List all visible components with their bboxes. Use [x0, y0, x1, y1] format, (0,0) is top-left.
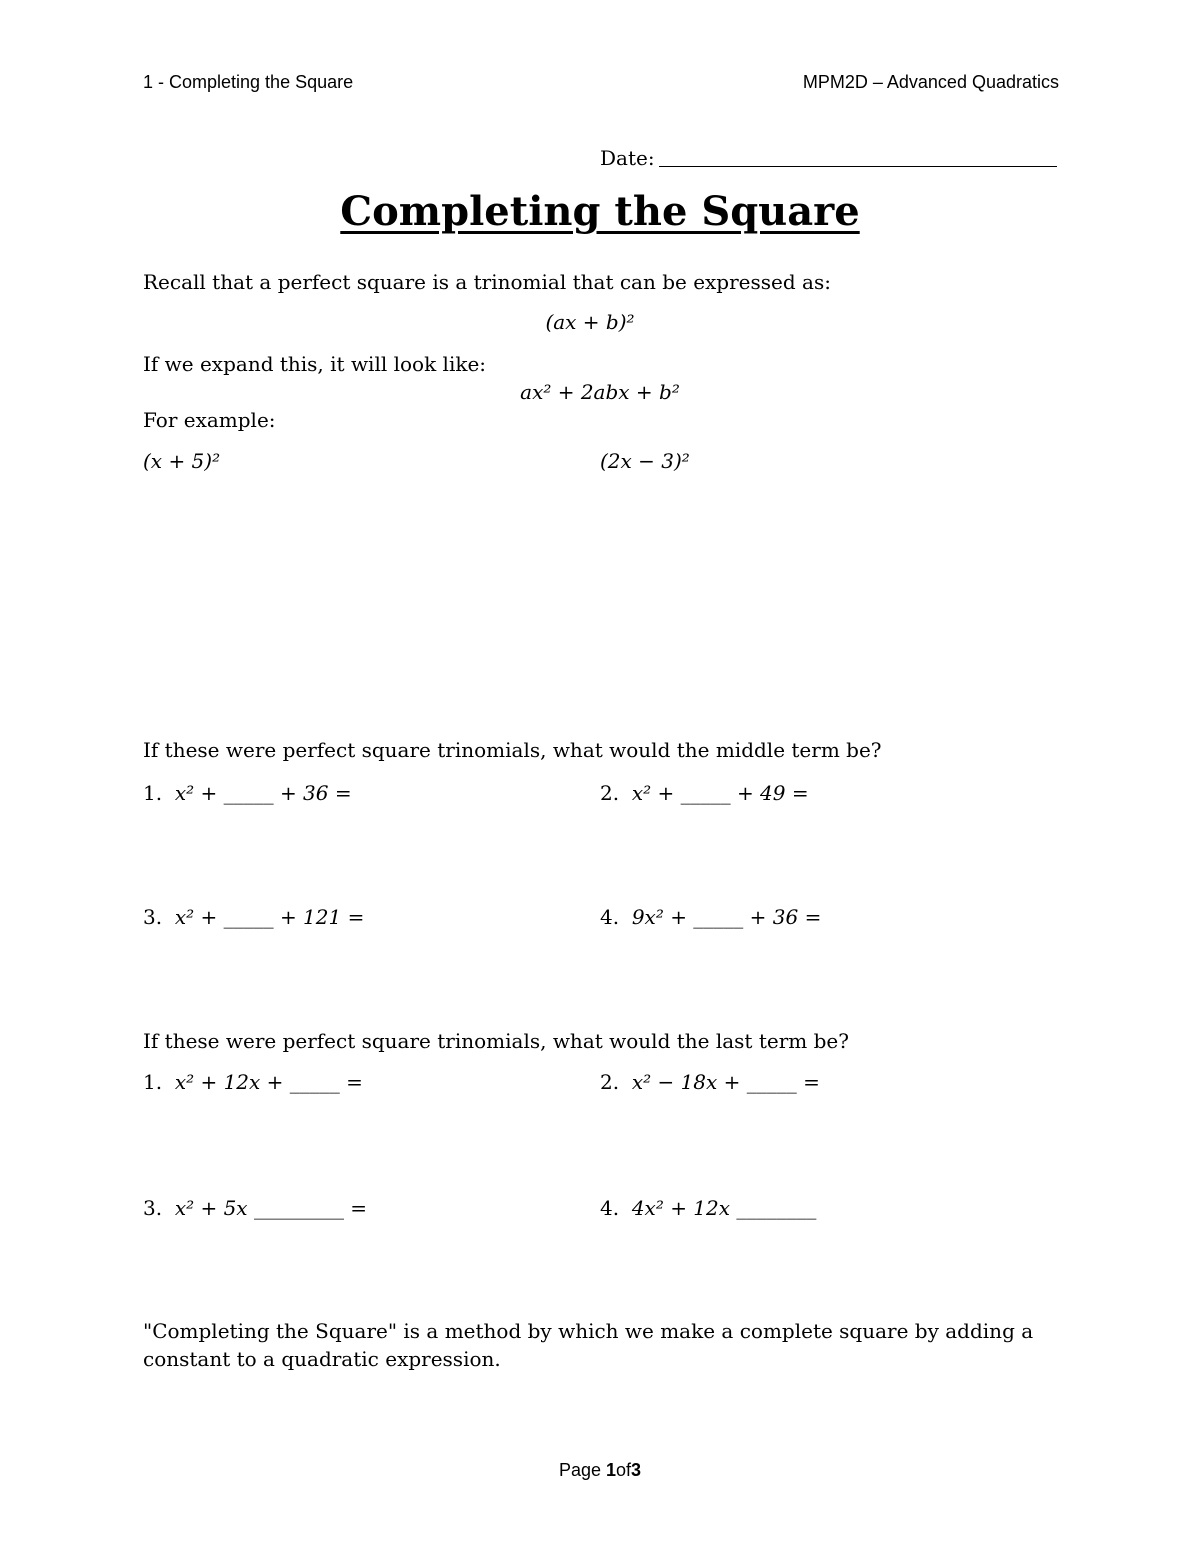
item-number: 3.: [143, 905, 163, 929]
item-expression: x² + _____ + 49 =: [631, 781, 809, 805]
item-expression: x² + _____ + 121 =: [174, 905, 365, 929]
example-label: For example:: [143, 408, 276, 432]
item-number: 4.: [600, 1196, 620, 1220]
example-2: (2x − 3)²: [600, 449, 690, 473]
footer-page-number: 1: [606, 1460, 617, 1480]
footer-page-word: Page: [558, 1460, 601, 1480]
page-footer: [0, 1460, 1200, 1481]
formula-perfect-square: (ax + b)²: [545, 310, 635, 334]
item-expression: x² + _____ + 36 =: [174, 781, 352, 805]
conclusion-line-1: "Completing the Square" is a method by which we make a complete square by adding a: [143, 1319, 1034, 1343]
section1-question: If these were perfect square trinomials, what would the middle term be?: [143, 738, 882, 762]
item-expression: x² + 5x _________ =: [174, 1196, 368, 1220]
section2-item-3: [143, 1196, 367, 1220]
item-number: 1.: [143, 781, 163, 805]
header-left: 1 - Completing the Square: [143, 72, 354, 92]
item-expression: 4x² + 12x ________: [631, 1196, 817, 1220]
section1-item-4: [600, 905, 821, 929]
formula-expanded: ax² + 2abx + b²: [520, 380, 680, 404]
date-field: [600, 146, 1057, 170]
conclusion-line-2: constant to a quadratic expression.: [143, 1347, 501, 1371]
example-1: (x + 5)²: [143, 449, 221, 473]
item-expression: 9x² + _____ + 36 =: [631, 905, 822, 929]
footer-page-total: 3: [631, 1460, 642, 1480]
footer-of-word: of: [616, 1460, 632, 1480]
intro-text: Recall that a perfect square is a trinomial that can be expressed as:: [143, 270, 831, 294]
item-number: 2.: [600, 781, 620, 805]
item-expression: x² + 12x + _____ =: [174, 1070, 363, 1094]
section2-item-4: [600, 1196, 816, 1220]
date-label: Date:: [600, 146, 655, 170]
item-expression: x² − 18x + _____ =: [631, 1070, 820, 1094]
expand-text: If we expand this, it will look like:: [143, 352, 487, 376]
item-number: 4.: [600, 905, 620, 929]
section1-item-1: [143, 781, 352, 805]
page-title: Completing the Square: [340, 188, 860, 235]
item-number: 2.: [600, 1070, 620, 1094]
section1-item-2: [600, 781, 809, 805]
section2-question: If these were perfect square trinomials, what would the last term be?: [143, 1029, 849, 1053]
header-right: MPM2D – Advanced Quadratics: [802, 72, 1059, 92]
section2-item-2: [600, 1070, 820, 1094]
date-blank: [659, 146, 1057, 167]
item-number: 3.: [143, 1196, 163, 1220]
section2-item-1: [143, 1070, 363, 1094]
item-number: 1.: [143, 1070, 163, 1094]
section1-item-3: [143, 905, 364, 929]
